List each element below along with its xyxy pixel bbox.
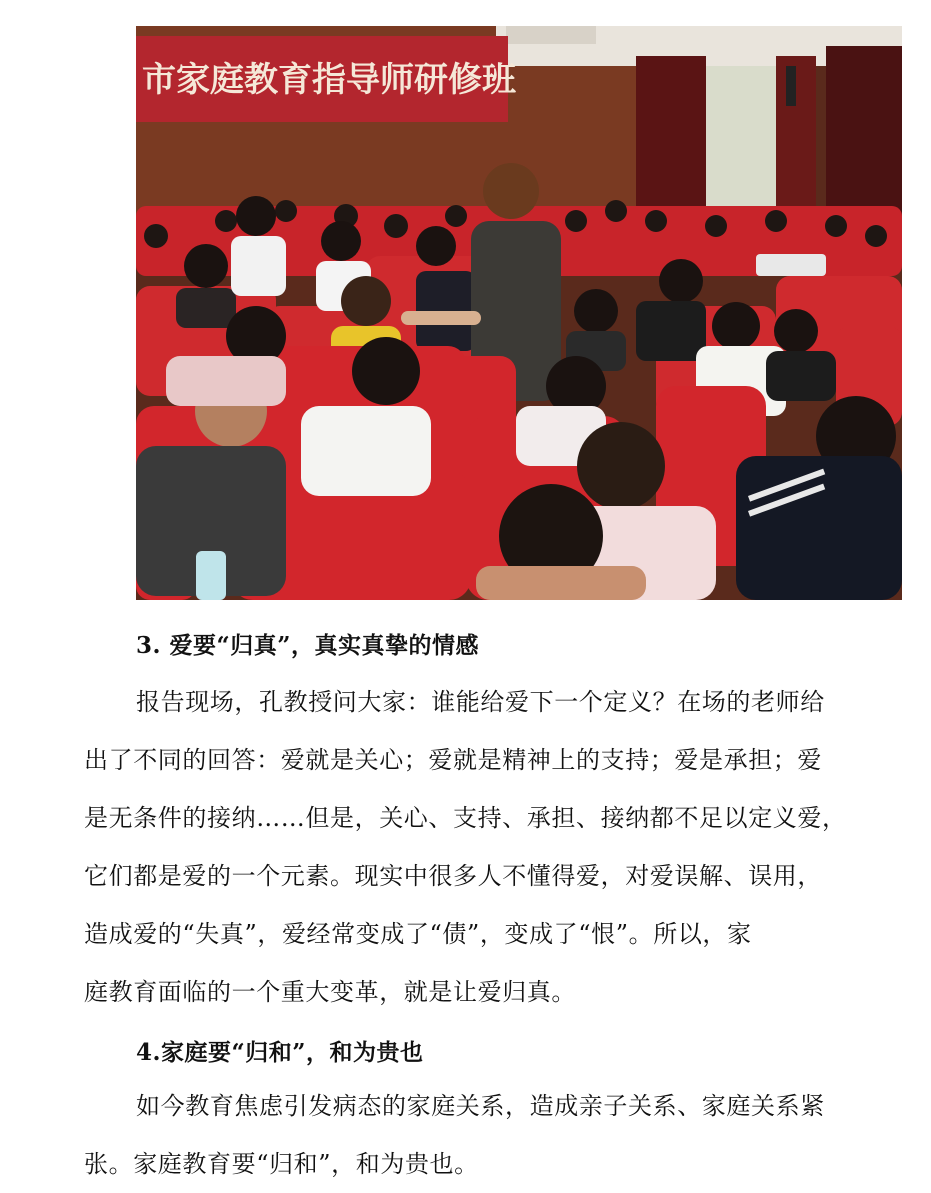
paragraph-line: 它们都是爱的一个元素。现实中很多人不懂得爱，对爱误解、误用， xyxy=(84,862,822,890)
paragraph-line: 如今教育焦虑引发病态的家庭关系，造成亲子关系、家庭关系紧 xyxy=(136,1092,825,1120)
classroom-photo-illustration xyxy=(136,26,902,600)
paragraph-line: 出了不同的回答：爱就是关心；爱就是精神上的支持；爱是承担；爱 xyxy=(84,746,822,774)
section-heading-4: 4.家庭要“归和”，和为贵也 xyxy=(136,1039,424,1066)
paragraph-line: 庭教育面临的一个重大变革，就是让爱归真。 xyxy=(84,978,576,1006)
paragraph-3 xyxy=(84,673,854,1021)
banner-text: 市家庭教育指导师研修班 xyxy=(142,60,516,100)
paragraph-4 xyxy=(84,1077,854,1193)
paragraph-line: 报告现场，孔教授问大家：谁能给爱下一个定义？在场的老师给 xyxy=(136,688,825,716)
classroom-photo xyxy=(136,26,902,600)
paragraph-line: 是无条件的接纳……但是，关心、支持、承担、接纳都不足以定义爱， xyxy=(84,804,847,832)
section-heading-3: 3. 爱要“归真”，真实真挚的情感 xyxy=(136,632,479,659)
paragraph-line: 张。家庭教育要“归和”，和为贵也。 xyxy=(84,1150,479,1178)
paragraph-line: 造成爱的“失真”，爱经常变成了“债”，变成了“恨”。所以，家 xyxy=(84,920,752,948)
